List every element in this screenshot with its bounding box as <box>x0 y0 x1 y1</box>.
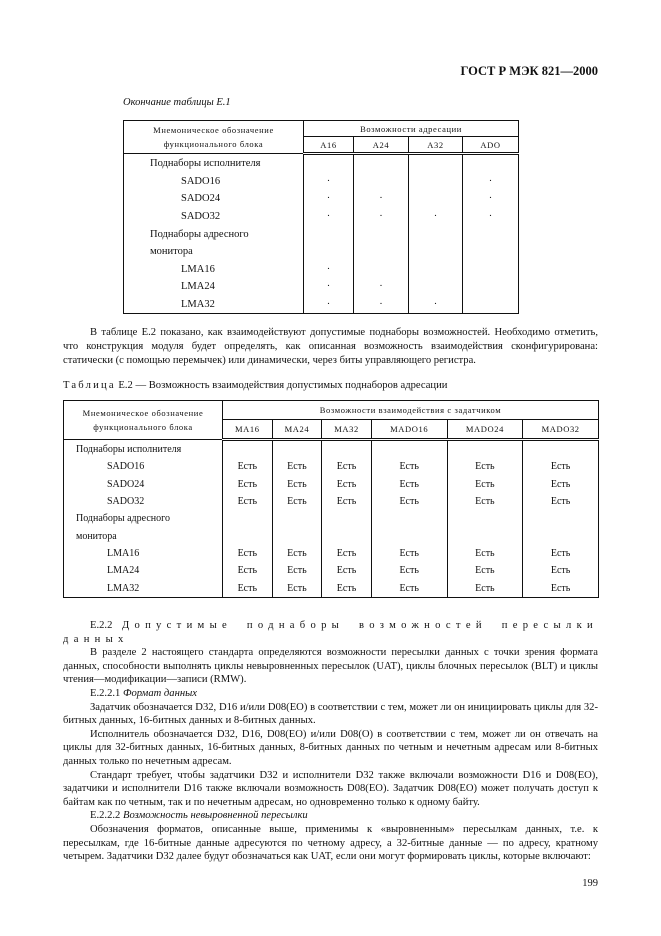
table-cell: Есть <box>223 562 273 579</box>
table-cell: Есть <box>272 493 322 510</box>
table-cell <box>322 527 372 544</box>
table-row <box>64 527 599 544</box>
table-row <box>64 562 599 579</box>
table-cell: Есть <box>371 493 447 510</box>
paragraph: В разделе 2 настоящего стандарта определяются возможности пересылки данных с точки зрения формата данных, способности выполнять циклы невыровненных пересылок (UAT), циклы блочных пересылок (BLT) и циклы чтения—модификации—записи (RMW). <box>63 647 598 686</box>
table-cell: Есть <box>371 562 447 579</box>
table-cell: Есть <box>322 545 372 562</box>
col-header: MADO16 <box>371 420 447 440</box>
table-cell <box>463 296 519 314</box>
table-cell <box>272 527 322 544</box>
row-label: SADO24 <box>64 476 223 493</box>
row-label: SADO32 <box>64 493 223 510</box>
table-row <box>124 261 519 279</box>
table-cell: Есть <box>523 493 599 510</box>
table-cell: Есть <box>223 458 273 475</box>
table-cell <box>371 510 447 527</box>
table-cell: · <box>304 208 354 226</box>
table-cell: Есть <box>272 476 322 493</box>
table-cell <box>223 510 273 527</box>
table-cell: · <box>354 296 409 314</box>
table-row <box>64 440 599 459</box>
col0-header: Мнемоническое обозначение функционального блока <box>124 121 304 154</box>
table-cell: Есть <box>447 476 523 493</box>
table-e1 <box>123 120 519 314</box>
row-label: монитора <box>124 243 304 261</box>
row-label: LMA16 <box>124 261 304 279</box>
table-cell <box>523 510 599 527</box>
col-header: A24 <box>354 137 409 154</box>
table1-caption: Окончание таблицы Е.1 <box>123 97 231 108</box>
table-cell <box>409 278 463 296</box>
table-cell: Есть <box>523 458 599 475</box>
row-label: LMA24 <box>124 278 304 296</box>
table-row <box>124 225 519 243</box>
table-cell <box>447 527 523 544</box>
document-header: ГОСТ Р МЭК 821—2000 <box>460 64 598 78</box>
table-cell <box>322 440 372 459</box>
table-cell: Есть <box>322 562 372 579</box>
table-cell: Есть <box>523 579 599 597</box>
table-cell: · <box>463 190 519 208</box>
table-cell <box>463 225 519 243</box>
table-cell <box>354 225 409 243</box>
table-e2 <box>63 400 599 598</box>
table-cell: Есть <box>322 579 372 597</box>
section-e22 <box>63 619 598 864</box>
table-cell: Есть <box>523 476 599 493</box>
table2-caption <box>63 380 447 391</box>
table-cell: · <box>304 190 354 208</box>
row-label: SADO16 <box>64 458 223 475</box>
table-cell <box>371 440 447 459</box>
col-header: MA24 <box>272 420 322 440</box>
table-cell <box>371 527 447 544</box>
table-cell: Есть <box>223 545 273 562</box>
table-cell: Есть <box>371 476 447 493</box>
table-cell <box>304 154 354 173</box>
table-cell: Есть <box>322 458 372 475</box>
table-cell: · <box>409 208 463 226</box>
table-cell: Есть <box>523 545 599 562</box>
col-header: A32 <box>409 137 463 154</box>
table-cell: Есть <box>223 493 273 510</box>
table-cell: Есть <box>223 579 273 597</box>
col-header: MADO32 <box>523 420 599 440</box>
table-cell <box>223 527 273 544</box>
table-cell: Есть <box>322 493 372 510</box>
section-heading: Е.2.2 Допустимые поднаборы возможностей пересылки данных <box>63 620 598 645</box>
table-row <box>124 208 519 226</box>
group-header: Возможности взаимодействия с задатчиком <box>223 401 599 420</box>
table-cell <box>463 261 519 279</box>
table-cell <box>223 440 273 459</box>
table-cell: Есть <box>371 545 447 562</box>
paragraph: В таблице Е.2 показано, как взаимодействуют допустимые поднаборы возможностей. Необходимо отметить, что конструкция модуля будет определять, как описанная возможность взаимодействия сконфигурирована: статически (с помощью перемычек) или динамически, через биты управляющего регистра. <box>63 327 598 366</box>
table-cell: · <box>304 296 354 314</box>
table-cell: Есть <box>272 545 322 562</box>
table-cell: · <box>409 296 463 314</box>
table-row <box>124 173 519 191</box>
table-cell <box>409 225 463 243</box>
table-cell <box>354 154 409 173</box>
table-cell <box>447 510 523 527</box>
paragraph: Обозначения форматов, описанные выше, применимы к «выровненным» пересылкам данных, т.е. к пересылкам, где 16-битные данные адресуются по четному адресу, а 32-битные данные — по адресу, кратному четырем. Задатчики D32 далее будут обозначаться как UAT, если они могут формировать циклы, которые включают: <box>63 823 598 863</box>
table-cell <box>409 190 463 208</box>
paragraph: Задатчик обозначается D32, D16 и/или D08(EO) в соответствии с тем, может ли он инициировать циклы для 32-битных данных, 16-битных данных и 8-битных данных. <box>63 701 598 727</box>
table-cell <box>304 225 354 243</box>
table-cell: Есть <box>272 562 322 579</box>
table-cell <box>354 261 409 279</box>
table-cell <box>463 243 519 261</box>
table-cell: Есть <box>223 476 273 493</box>
table-cell <box>523 527 599 544</box>
table-cell <box>272 510 322 527</box>
row-label: SADO16 <box>124 173 304 191</box>
row-label: LMA16 <box>64 545 223 562</box>
table-cell <box>463 278 519 296</box>
table-cell <box>409 173 463 191</box>
paragraph: Стандарт требует, чтобы задатчики D32 и исполнители D32 также включали возможности D16 и D08(EO), задатчики и исполнители D16 также включали возможность D08(EO). Задатчик D08(EO) может получать доступ к байтам как по четным, так и по нечетным адресам, но одновременно только к одному байту. <box>63 769 598 808</box>
row-label: Поднаборы адресного <box>64 510 223 527</box>
page-number: 199 <box>582 878 598 889</box>
table-cell: Есть <box>447 458 523 475</box>
table-cell <box>322 510 372 527</box>
group-header: Возможности адресации <box>304 121 519 137</box>
table-cell <box>523 440 599 459</box>
row-label: Поднаборы исполнителя <box>64 440 223 459</box>
row-label: Поднаборы адресного <box>124 225 304 243</box>
col0-header: Мнемоническое обозначение функционального блока <box>64 401 223 440</box>
table-cell: · <box>304 173 354 191</box>
table-cell: Есть <box>447 493 523 510</box>
caption-text: Е.2 — Возможность взаимодействия допустимых поднаборов адресации <box>118 380 448 391</box>
table-row <box>124 154 519 173</box>
table-cell: · <box>304 261 354 279</box>
table-row <box>64 545 599 562</box>
col-header: ADO <box>463 137 519 154</box>
table-cell: · <box>354 190 409 208</box>
table-cell: Есть <box>322 476 372 493</box>
col-header: MADO24 <box>447 420 523 440</box>
row-label: SADO32 <box>124 208 304 226</box>
table-cell: Есть <box>272 458 322 475</box>
table-cell <box>354 243 409 261</box>
table-cell: Есть <box>447 562 523 579</box>
row-label: LMA32 <box>64 579 223 597</box>
table-cell <box>304 243 354 261</box>
col-header: MA16 <box>223 420 273 440</box>
table-cell: · <box>304 278 354 296</box>
table-cell: Есть <box>371 579 447 597</box>
caption-prefix: Таблица <box>63 380 116 391</box>
table-cell: · <box>354 278 409 296</box>
table-cell: · <box>354 208 409 226</box>
row-label: монитора <box>64 527 223 544</box>
table-row <box>124 243 519 261</box>
col-header: MA32 <box>322 420 372 440</box>
table-cell: · <box>463 173 519 191</box>
table-row <box>64 579 599 597</box>
table-cell: Есть <box>447 545 523 562</box>
row-label: LMA32 <box>124 296 304 314</box>
table-cell <box>409 261 463 279</box>
table-cell <box>354 173 409 191</box>
table-row <box>124 190 519 208</box>
paragraph: Исполнитель обозначается D32, D16, D08(EO) и/или D08(O) в соответствии с тем, может ли он отвечать на циклы для 32-битных данных, 16-битных данных, 8-битных данных по четным и нечетным адресам или 8-битных данных только по нечетным адресам. <box>63 728 598 767</box>
subsection-heading: Е.2.2.1 Формат данных <box>90 687 197 699</box>
table-row <box>124 278 519 296</box>
table-cell <box>409 154 463 173</box>
table-cell: Есть <box>371 458 447 475</box>
table-row <box>124 296 519 314</box>
table-cell <box>447 440 523 459</box>
table-row <box>64 510 599 527</box>
subsection-heading: Е.2.2.2 Возможность невыровненной пересылки <box>90 810 308 822</box>
table-cell <box>272 440 322 459</box>
table-cell <box>463 154 519 173</box>
table-cell: Есть <box>523 562 599 579</box>
table-row <box>64 458 599 475</box>
table-cell <box>409 243 463 261</box>
row-label: LMA24 <box>64 562 223 579</box>
table-cell: Есть <box>447 579 523 597</box>
row-label: Поднаборы исполнителя <box>124 154 304 173</box>
table-row <box>64 476 599 493</box>
table-cell: · <box>463 208 519 226</box>
table-row <box>64 493 599 510</box>
col-header: A16 <box>304 137 354 154</box>
table-cell: Есть <box>272 579 322 597</box>
row-label: SADO24 <box>124 190 304 208</box>
